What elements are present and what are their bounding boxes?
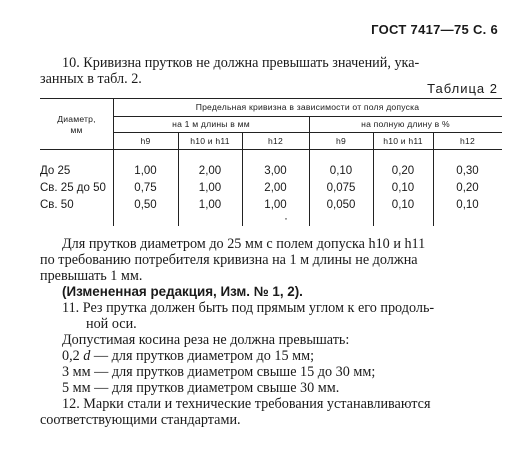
per-meter-header: на 1 м длины в мм: [172, 119, 250, 129]
amendment-note: (Измененная редакция, Изм. № 1, 2).: [62, 284, 303, 299]
table-cell: 2,00: [264, 182, 287, 194]
table-cell: 1,00: [134, 165, 157, 177]
col-header: h10 и h11: [383, 136, 423, 146]
para-line: Допустимая косина реза не должна превышать:: [62, 332, 350, 348]
table-caption: Таблица 2: [427, 81, 498, 96]
para-line: по требованию потребителя кривизна на 1 м длины не должна: [40, 252, 418, 268]
item-10-line-2: занных в табл. 2.: [40, 71, 142, 87]
item-12-line-1: 12. Марки стали и технические требования устанавливаются: [62, 396, 431, 412]
table-col-rule: [178, 132, 179, 226]
item-11-line-1: 11. Рез прутка должен быть под прямым углом к его продоль-: [62, 300, 435, 316]
table-cell: 1,00: [264, 199, 287, 211]
item-12-line-2: соответствующими стандартами.: [40, 412, 241, 428]
tolerance-line-2: 3 мм — для прутков диаметром свыше 15 до 30 мм;: [62, 364, 376, 380]
col-header: h9: [336, 136, 346, 146]
diameter-header: Диаметр,: [57, 114, 96, 124]
row-diameter: До 25: [40, 165, 71, 177]
group-header: Предельная кривизна в зависимости от поля допуска: [195, 102, 420, 112]
item-10-line-1: 10. Кривизна прутков не должна превышать значений, ука-: [62, 55, 420, 71]
table-cell: 1,00: [198, 199, 222, 211]
table-cell: 0,30: [456, 165, 479, 177]
table-col-rule: [433, 132, 434, 226]
table-rule: [113, 116, 502, 117]
row-diameter: Св. 25 до 50: [40, 182, 106, 194]
table-cell: 3,00: [264, 165, 287, 177]
diameter-header-unit: мм: [70, 125, 83, 135]
table-cell: 0,20: [456, 182, 479, 194]
print-mark: ·: [284, 211, 288, 225]
table-cell: 0,10: [391, 182, 415, 194]
para-line: Для прутков диаметром до 25 мм с полем допуска h10 и h11: [62, 236, 426, 252]
table-cell: 2,00: [198, 165, 222, 177]
table-cell: 0,10: [456, 199, 479, 211]
col-header: h12: [460, 136, 475, 146]
para-line: превышать 1 мм.: [40, 268, 143, 284]
curvature-table: [40, 98, 502, 226]
table-cell: 0,075: [326, 182, 356, 194]
page-header: ГОСТ 7417—75 С. 6: [371, 22, 498, 37]
table-top-rule: [40, 98, 502, 99]
item-11-line-2: ной оси.: [86, 316, 137, 332]
col-header: h10 и h11: [190, 136, 230, 146]
table-cell: 0,75: [134, 182, 157, 194]
table-cell: 0,10: [329, 165, 353, 177]
table-col-rule: [373, 132, 374, 226]
tolerance-line-3: 5 мм — для прутков диаметром свыше 30 мм.: [62, 380, 340, 396]
table-cell: 1,00: [198, 182, 222, 194]
diameter-variable: d: [83, 348, 91, 364]
col-header: h9: [140, 136, 151, 146]
col-header: h12: [268, 136, 283, 146]
full-length-header: на полную длину в %: [361, 119, 450, 129]
table-cell: 0,10: [391, 199, 415, 211]
tolerance-value: 0,2: [62, 348, 80, 364]
table-col-rule: [242, 132, 243, 226]
tolerance-text: — для прутков диаметром до 15 мм;: [90, 348, 315, 364]
table-rule: [113, 132, 502, 133]
table-cell: 0,50: [134, 199, 157, 211]
row-diameter: Св. 50: [40, 199, 74, 211]
table-cell: 0,050: [326, 199, 356, 211]
table-cell: 0,20: [391, 165, 415, 177]
tolerance-line-1: [62, 348, 314, 364]
